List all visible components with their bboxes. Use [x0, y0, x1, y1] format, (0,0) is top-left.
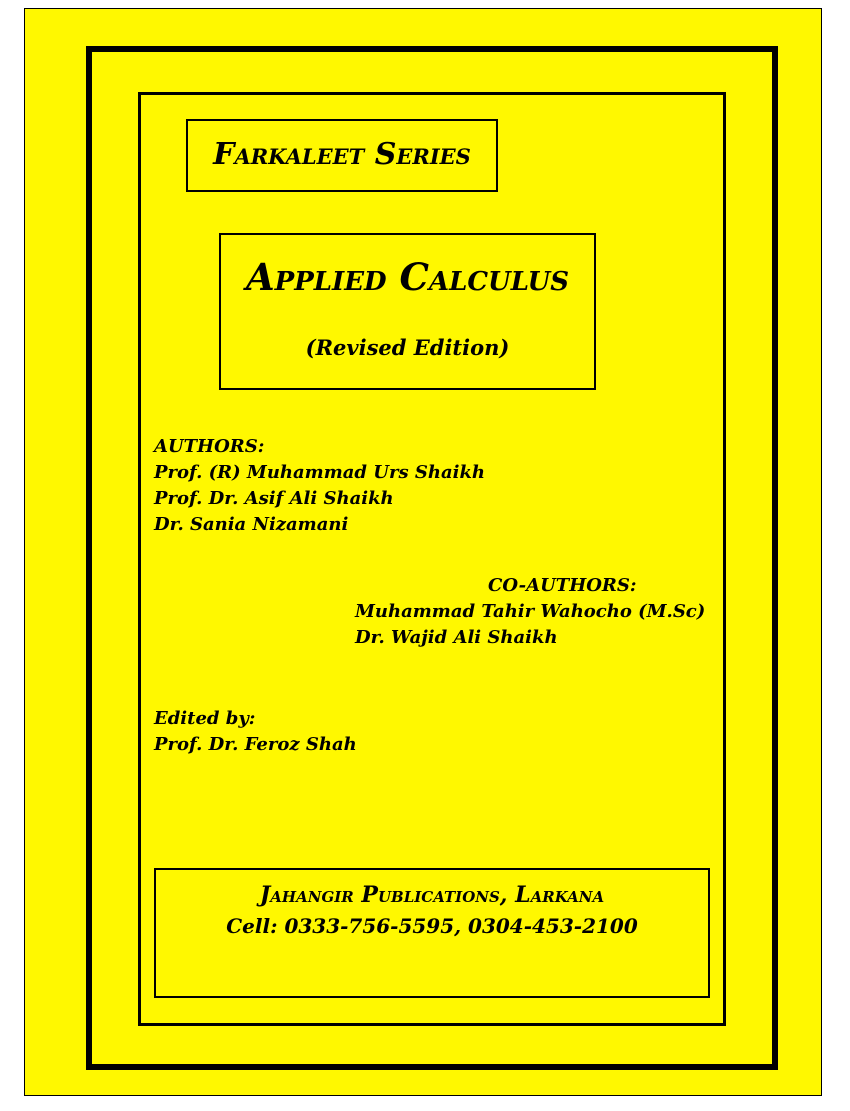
co-authors-heading: CO-AUTHORS:: [488, 575, 637, 596]
author-name: Prof. (R) Muhammad Urs Shaikh: [154, 462, 486, 483]
editor-name: Prof. Dr. Feroz Shah: [154, 734, 357, 755]
co-author-name: Dr. Wajid Ali Shaikh: [355, 627, 558, 648]
publisher-phone: Cell: 0333-756-5595, 0304-453-2100: [226, 914, 638, 938]
edition-label: (Revised Edition): [305, 335, 510, 360]
co-author-name: Muhammad Tahir Wahocho (M.Sc): [355, 601, 706, 622]
series-box: [186, 119, 498, 192]
title-box: [219, 233, 596, 390]
author-name: Prof. Dr. Asif Ali Shaikh: [154, 488, 394, 509]
book-title: Applied Calculus: [245, 255, 570, 299]
publisher-box: [154, 868, 710, 998]
author-name: Dr. Sania Nizamani: [154, 514, 349, 535]
authors-heading: AUTHORS:: [154, 436, 265, 457]
series-name: Farkaleet Series: [213, 137, 471, 172]
publisher-name: Jahangir Publications, Larkana: [259, 882, 605, 908]
editor-heading: Edited by:: [154, 708, 256, 729]
